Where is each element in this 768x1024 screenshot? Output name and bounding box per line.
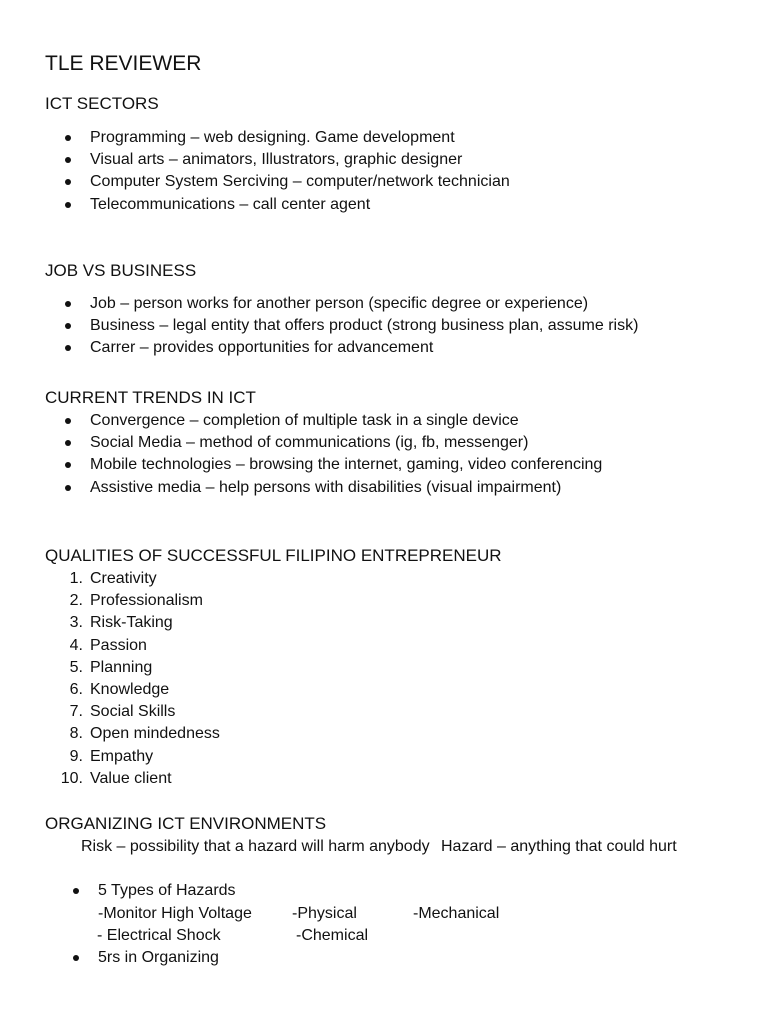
- list-item: Social Media – method of communications (ig, fb, messenger): [45, 432, 602, 454]
- hazard-type-electrical: - Electrical Shock: [97, 927, 221, 944]
- list-number: 6.: [69, 680, 83, 698]
- list-item: Assistive media – help persons with disabilities (visual impairment): [45, 477, 602, 499]
- list-number: 5.: [69, 658, 83, 676]
- list-number: 8.: [69, 725, 83, 743]
- hazard-type-physical: -Physical: [292, 905, 357, 922]
- section-heading-job-vs-business: JOB VS BUSINESS: [45, 261, 197, 280]
- list-item: [45, 657, 220, 679]
- list-number: 2.: [69, 592, 83, 610]
- hazards-bullet-list: [53, 880, 236, 902]
- list-item: Visual arts – animators, Illustrators, graphic designer: [45, 149, 510, 171]
- list-number: 1.: [69, 570, 83, 587]
- list-item: Convergence – completion of multiple task in a single device: [45, 410, 602, 432]
- list-item: Job – person works for another person (specific degree or experience): [45, 293, 638, 315]
- list-item: [45, 568, 220, 590]
- list-item: Business – legal entity that offers product (strong business plan, assume risk): [45, 315, 638, 337]
- job-vs-business-list: [45, 293, 638, 360]
- list-number: 4.: [69, 636, 83, 654]
- ict-sectors-list: [45, 127, 510, 216]
- list-item: Computer System Serciving – computer/network technician: [45, 171, 510, 193]
- list-item-text: Risk-Taking: [90, 614, 173, 632]
- list-number: 9.: [69, 747, 83, 765]
- list-number: 7.: [69, 703, 83, 721]
- document-title: TLE REVIEWER: [45, 52, 202, 75]
- list-item: 5rs in Organizing: [53, 947, 219, 969]
- current-trends-list: [45, 410, 602, 499]
- list-item: [45, 701, 220, 723]
- hazard-type-chemical: -Chemical: [296, 927, 369, 944]
- list-item: [45, 612, 220, 634]
- list-item: 5 Types of Hazards: [53, 880, 236, 902]
- hazard-type-mechanical: -Mechanical: [413, 905, 500, 922]
- list-item: [45, 723, 220, 745]
- list-item-text: Empathy: [90, 747, 154, 765]
- list-item: [45, 768, 220, 790]
- list-item-text: Passion: [90, 636, 147, 654]
- list-item: [45, 590, 220, 612]
- list-number: 10.: [60, 769, 83, 787]
- list-item: [45, 635, 220, 657]
- hazard-definition: Hazard – anything that could hurt: [441, 838, 677, 855]
- hazard-type-monitor: -Monitor High Voltage: [98, 905, 252, 922]
- section-heading-ict-sectors: ICT SECTORS: [45, 94, 159, 113]
- list-item-text: Social Skills: [90, 703, 176, 721]
- five-rs-bullet-list: [53, 947, 219, 969]
- list-item: [45, 746, 220, 768]
- qualities-list: [45, 568, 220, 790]
- list-item-text: Value client: [90, 769, 172, 787]
- list-item-text: Open mindedness: [90, 725, 220, 743]
- list-number: 3.: [69, 614, 83, 632]
- section-heading-current-trends: CURRENT TRENDS IN ICT: [45, 388, 256, 407]
- list-item: Telecommunications – call center agent: [45, 194, 510, 216]
- list-item: Programming – web designing. Game development: [45, 127, 510, 149]
- list-item-text: Planning: [90, 658, 153, 676]
- section-heading-organizing: ORGANIZING ICT ENVIRONMENTS: [45, 814, 327, 833]
- list-item-text: Professionalism: [90, 592, 203, 610]
- list-item: Mobile technologies – browsing the internet, gaming, video conferencing: [45, 454, 602, 476]
- risk-definition: Risk – possibility that a hazard will harm anybody: [81, 838, 430, 855]
- list-item-text: Knowledge: [90, 680, 170, 698]
- list-item-text: Creativity: [90, 570, 157, 587]
- list-item: [45, 679, 220, 701]
- section-heading-qualities: QUALITIES OF SUCCESSFUL FILIPINO ENTREPRENEUR: [45, 546, 502, 565]
- list-item: Carrer – provides opportunities for advancement: [45, 337, 638, 359]
